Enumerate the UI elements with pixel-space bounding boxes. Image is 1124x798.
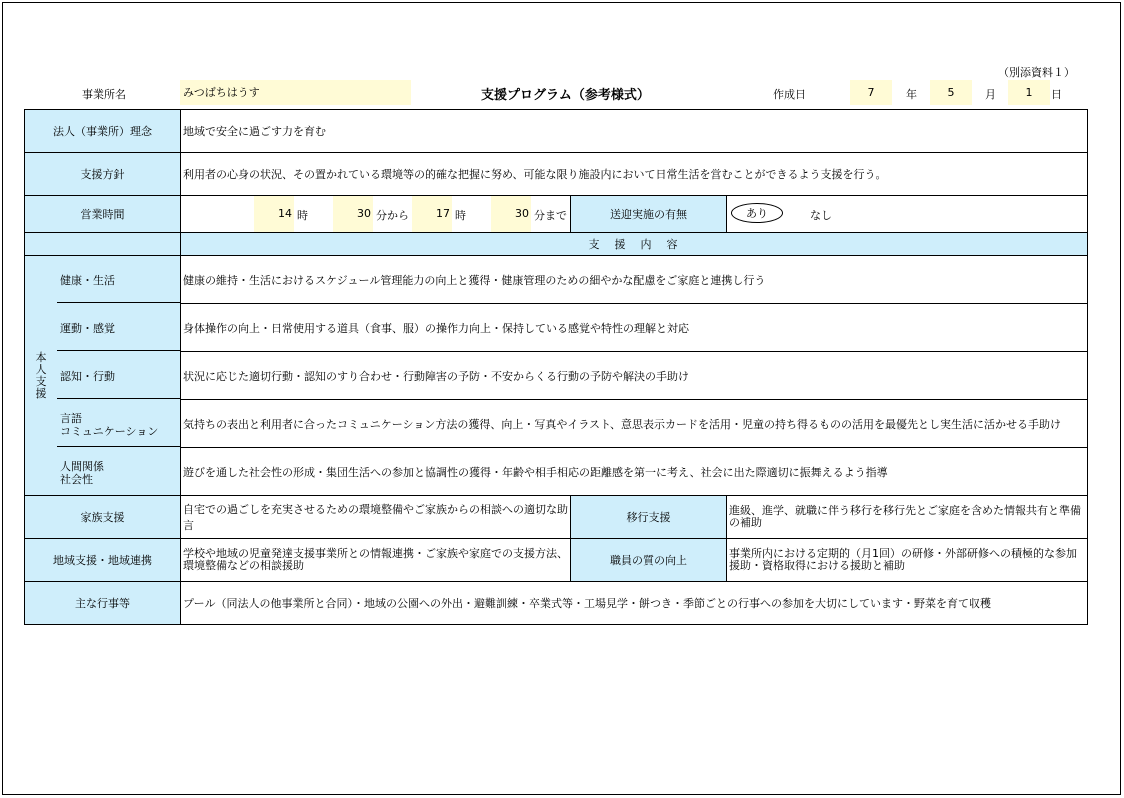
transition-label: 移行支援 (570, 495, 727, 539)
policy-text[interactable]: 利用者の心身の状況、その置かれている環境等の的確な把握に努め、可能な限り施設内において日常生活を営むことができるよう支援を行う。 (180, 152, 1088, 196)
social-label-line2: 社会性 (60, 473, 93, 486)
policy-label: 支援方針 (24, 152, 181, 196)
until-label: 分まで (534, 209, 567, 222)
social-label-line1: 人間関係 (60, 460, 104, 473)
philosophy-label: 法人（事業所）理念 (24, 109, 181, 153)
divider-2 (57, 350, 181, 351)
language-text[interactable]: 気持ちの表出と利用者に合ったコミュニケーション方法の獲得、向上・写真やイラスト、意思表示カードを活用・児童の持ち得るものの活用を最優先とし実生活に活かせる手助け (180, 399, 1088, 448)
office-label: 事業所名 (82, 88, 126, 101)
social-text[interactable]: 遊びを通した社会性の形成・集団生活への参加と協調性の獲得・年齢や相手相応の距離感を第一に考え、社会に出た際適切に振舞えるよう指導 (180, 447, 1088, 496)
cognition-label: 認知・行動 (60, 370, 115, 383)
transition-text[interactable]: 進級、進学、就職に伴う移行を移行先とご家庭を含めた情報共有と準備の補助 (726, 495, 1088, 539)
health-text[interactable]: 健康の維持・生活におけるスケジュール管理能力の向上と獲得・健康管理のための細やかな配慮をご家庭と連携し行う (180, 255, 1088, 304)
staff-label: 職員の質の向上 (570, 538, 727, 582)
hours-label: 営業時間 (24, 195, 181, 233)
transport-no-option[interactable]: なし (810, 209, 832, 222)
from-label: 分から (376, 209, 409, 222)
family-label: 家族支援 (24, 495, 181, 539)
divider-1 (57, 302, 181, 303)
divider-4 (57, 446, 181, 447)
page-title: 支援プログラム（参考様式） (481, 88, 650, 103)
start-min-field[interactable]: 30 (333, 196, 373, 232)
content-header-spacer (24, 232, 181, 256)
hour-unit-2: 時 (455, 209, 466, 222)
year-unit: 年 (906, 88, 917, 101)
philosophy-text[interactable]: 地域で安全に過ごす力を育む (180, 109, 1088, 153)
transport-yes-option[interactable]: あり (731, 203, 783, 223)
day-field[interactable]: 1 (1008, 80, 1050, 105)
transport-label: 送迎実施の有無 (570, 195, 727, 233)
community-text[interactable]: 学校や地域の児童発達支援事業所との情報連携・ご家族や家庭での支援方法、環境整備などの相談援助 (180, 538, 571, 582)
personal-support-label: 本人支援 (35, 351, 47, 400)
cognition-text[interactable]: 状況に応じた適切行動・認知のすり合わせ・行動障害の予防・不安からくる行動の予防や解決の手助け (180, 351, 1088, 400)
events-text[interactable]: プール（同法人の他事業所と合同）・地域の公園への外出・避難訓練・卒業式等・工場見学・餅つき・季節ごとの行事への参加を大切にしています・野菜を育て収穫 (180, 581, 1088, 625)
end-min-field[interactable]: 30 (491, 196, 531, 232)
health-label: 健康・生活 (60, 274, 115, 287)
hour-unit-1: 時 (297, 209, 308, 222)
language-label-line1: 言語 (60, 412, 82, 425)
annex-label: （別添資料１） (998, 66, 1075, 79)
community-label: 地域支援・地域連携 (24, 538, 181, 582)
month-unit: 月 (985, 88, 996, 101)
motor-label: 運動・感覚 (60, 322, 115, 335)
divider-3 (57, 398, 181, 399)
staff-text[interactable]: 事業所内における定期的（月1回）の研修・外部研修への積極的な参加援助・資格取得における援助と補助 (726, 538, 1088, 582)
month-field[interactable]: 5 (930, 80, 972, 105)
motor-text[interactable]: 身体操作の向上・日常使用する道具（食事、服）の操作力向上・保持している感覚や特性の理解と対応 (180, 303, 1088, 352)
year-field[interactable]: 7 (850, 80, 892, 105)
day-unit: 日 (1051, 88, 1062, 101)
family-text[interactable]: 自宅での過ごしを充実させるための環境整備やご家族からの相談への適切な助言 (180, 495, 571, 539)
content-header: 支 援 内 容 (180, 232, 1088, 256)
language-label-line2: コミュニケーション (60, 425, 159, 438)
created-label: 作成日 (773, 88, 806, 101)
office-name[interactable]: みつばちはうす (180, 80, 411, 105)
start-hour-field[interactable]: 14 (254, 196, 294, 232)
end-hour-field[interactable]: 17 (412, 196, 452, 232)
events-label: 主な行事等 (24, 581, 181, 625)
